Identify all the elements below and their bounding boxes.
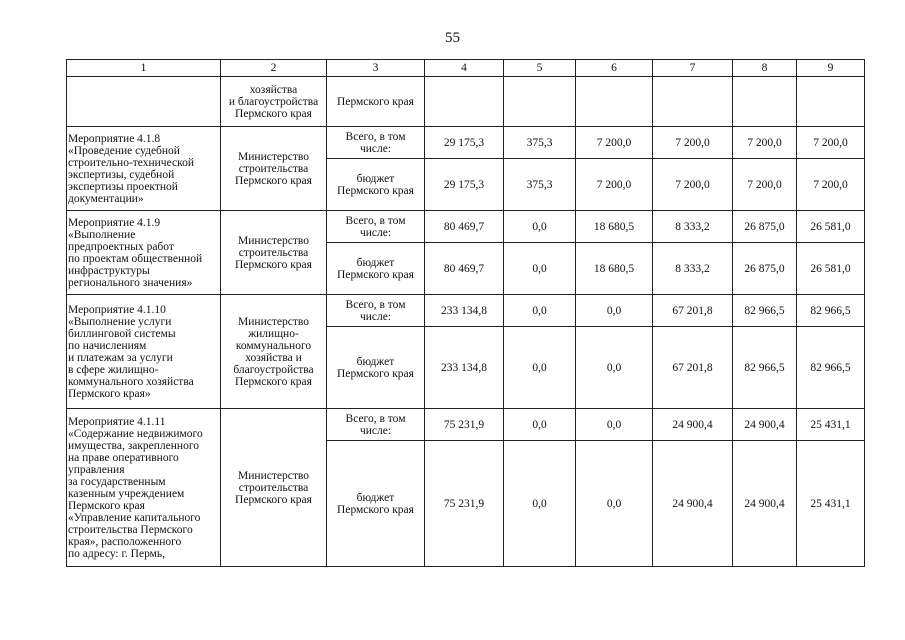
value-cell: 80 469,7 xyxy=(425,211,504,243)
responsible-line: Министерство xyxy=(238,315,309,328)
measure-line: Мероприятие 4.1.8 xyxy=(68,132,161,145)
column-header: 9 xyxy=(797,60,865,77)
value-cell: 26 875,0 xyxy=(733,211,797,243)
responsible-line: строительства xyxy=(238,481,309,494)
source-line: Всего, в том xyxy=(345,214,406,227)
responsible-line: строительства xyxy=(238,162,309,175)
column-header: 7 xyxy=(653,60,733,77)
value-cell: 26 581,0 xyxy=(797,243,865,295)
responsible-line: Пермского края xyxy=(235,107,312,120)
responsible-line: жилищно- xyxy=(248,327,299,340)
source-line: Всего, в том xyxy=(345,298,406,311)
value-cell: 0,0 xyxy=(504,243,576,295)
continuation-row xyxy=(67,77,865,127)
measure-total-row xyxy=(67,127,865,159)
value-cell: 8 333,2 xyxy=(653,243,733,295)
source-line: числе: xyxy=(359,142,392,155)
total-label-cell xyxy=(327,211,425,243)
value-cell: 29 175,3 xyxy=(425,159,504,211)
total-label-cell xyxy=(327,127,425,159)
value-cell: 375,3 xyxy=(504,127,576,159)
source-line: Всего, в том xyxy=(345,130,406,143)
budget-label-cell xyxy=(327,327,425,409)
measure-line: «Выполнение xyxy=(68,228,136,241)
responsible-line: Пермского края xyxy=(235,174,312,187)
measure-line: казенным учреждением xyxy=(68,487,185,500)
value-cell: 0,0 xyxy=(576,409,653,441)
source-line: Пермского края xyxy=(337,95,414,108)
value-cell: 375,3 xyxy=(504,159,576,211)
responsible-line: строительства xyxy=(238,246,309,259)
value-cell: 0,0 xyxy=(504,211,576,243)
responsible-cell xyxy=(221,77,327,127)
responsible-line: Министерство xyxy=(238,234,309,247)
measure-line: строительно-технической xyxy=(68,156,194,169)
value-cell: 0,0 xyxy=(504,327,576,409)
source-line: бюджет xyxy=(356,491,395,504)
value-cell xyxy=(653,77,733,127)
measure-line: регионального значения» xyxy=(68,276,193,289)
measure-line: инфраструктуры xyxy=(68,264,150,277)
value-cell: 18 680,5 xyxy=(576,211,653,243)
measure-line: Пермского края» xyxy=(68,387,151,400)
responsible-line: благоустройства xyxy=(233,363,314,376)
value-cell: 233 134,8 xyxy=(425,327,504,409)
value-cell xyxy=(576,77,653,127)
column-header: 8 xyxy=(733,60,797,77)
value-cell: 8 333,2 xyxy=(653,211,733,243)
measure-line: «Выполнение услуги xyxy=(68,315,172,328)
source-line: бюджет xyxy=(356,355,395,368)
value-cell: 67 201,8 xyxy=(653,327,733,409)
value-cell: 26 581,0 xyxy=(797,211,865,243)
value-cell: 0,0 xyxy=(576,441,653,567)
responsible-cell xyxy=(221,409,327,567)
measure-line: «Управление капитального xyxy=(68,511,201,524)
value-cell: 82 966,5 xyxy=(797,295,865,327)
measure-cell xyxy=(67,127,221,211)
measure-line: Пермского края xyxy=(68,499,145,512)
measure-line: имущества, закрепленного xyxy=(68,439,200,452)
value-cell: 24 900,4 xyxy=(653,441,733,567)
value-cell: 75 231,9 xyxy=(425,441,504,567)
source-cell xyxy=(327,77,425,127)
value-cell: 0,0 xyxy=(576,295,653,327)
value-cell xyxy=(504,77,576,127)
budget-table xyxy=(66,59,865,567)
value-cell: 24 900,4 xyxy=(733,441,797,567)
source-line: Пермского края xyxy=(337,367,414,380)
value-cell: 67 201,8 xyxy=(653,295,733,327)
responsible-line: хозяйства xyxy=(249,83,298,96)
responsible-cell xyxy=(221,295,327,409)
value-cell xyxy=(733,77,797,127)
total-label-cell xyxy=(327,295,425,327)
responsible-cell xyxy=(221,127,327,211)
measure-line: края», расположенного xyxy=(68,535,182,548)
responsible-line: хозяйства и xyxy=(245,351,302,364)
measure-line: биллинговой системы xyxy=(68,327,176,340)
column-header: 3 xyxy=(327,60,425,77)
value-cell: 0,0 xyxy=(504,295,576,327)
measure-cell xyxy=(67,409,221,567)
measure-line: по начислениям xyxy=(68,339,147,352)
value-cell: 0,0 xyxy=(576,327,653,409)
source-line: Пермского края xyxy=(337,268,414,281)
measure-line: документации» xyxy=(68,192,144,205)
responsible-line: Пермского края xyxy=(235,258,312,271)
value-cell: 0,0 xyxy=(504,409,576,441)
measure-total-row xyxy=(67,211,865,243)
responsible-line: Пермского края xyxy=(235,375,312,388)
budget-label-cell xyxy=(327,441,425,567)
value-cell: 29 175,3 xyxy=(425,127,504,159)
value-cell: 25 431,1 xyxy=(797,441,865,567)
column-number-row xyxy=(67,60,865,77)
measure-line: экспертизы проектной xyxy=(68,180,178,193)
responsible-line: Пермского края xyxy=(235,493,312,506)
value-cell: 233 134,8 xyxy=(425,295,504,327)
total-label-cell xyxy=(327,409,425,441)
source-line: Пермского края xyxy=(337,503,414,516)
source-line: числе: xyxy=(359,226,392,239)
value-cell: 82 966,5 xyxy=(797,327,865,409)
measure-total-row xyxy=(67,409,865,441)
measure-line: по адресу: г. Пермь, xyxy=(68,547,166,560)
column-header: 1 xyxy=(67,60,221,77)
value-cell: 7 200,0 xyxy=(733,127,797,159)
value-cell: 7 200,0 xyxy=(653,159,733,211)
source-line: бюджет xyxy=(356,172,395,185)
measure-cell xyxy=(67,77,221,127)
source-line: числе: xyxy=(359,424,392,437)
measure-cell xyxy=(67,211,221,295)
measure-line: предпроектных работ xyxy=(68,240,174,253)
responsible-cell xyxy=(221,211,327,295)
source-line: бюджет xyxy=(356,256,395,269)
measure-total-row xyxy=(67,295,865,327)
value-cell: 0,0 xyxy=(504,441,576,567)
measure-line: и платежам за услуги xyxy=(68,351,173,364)
measure-line: экспертизы, судебной xyxy=(68,168,175,181)
responsible-line: Министерство xyxy=(238,150,309,163)
column-header: 4 xyxy=(425,60,504,77)
page-number: 55 xyxy=(445,30,460,46)
value-cell: 24 900,4 xyxy=(733,409,797,441)
measure-line: Мероприятие 4.1.10 xyxy=(68,303,166,316)
responsible-line: коммунального xyxy=(235,339,312,352)
column-header: 6 xyxy=(576,60,653,77)
value-cell: 26 875,0 xyxy=(733,243,797,295)
value-cell: 25 431,1 xyxy=(797,409,865,441)
value-cell: 82 966,5 xyxy=(733,327,797,409)
value-cell xyxy=(797,77,865,127)
source-line: числе: xyxy=(359,310,392,323)
measure-line: коммунального хозяйства xyxy=(68,375,194,388)
column-header: 2 xyxy=(221,60,327,77)
value-cell: 80 469,7 xyxy=(425,243,504,295)
budget-label-cell xyxy=(327,243,425,295)
value-cell xyxy=(425,77,504,127)
measure-line: на праве оперативного xyxy=(68,451,179,464)
value-cell: 7 200,0 xyxy=(653,127,733,159)
value-cell: 7 200,0 xyxy=(797,159,865,211)
measure-line: «Проведение судебной xyxy=(68,144,180,157)
measure-line: управления xyxy=(68,463,125,476)
value-cell: 7 200,0 xyxy=(576,159,653,211)
source-line: Пермского края xyxy=(337,184,414,197)
measure-line: в сфере жилищно- xyxy=(68,363,159,376)
measure-line: по проектам общественной xyxy=(68,252,203,265)
value-cell: 7 200,0 xyxy=(797,127,865,159)
measure-cell xyxy=(67,295,221,409)
value-cell: 24 900,4 xyxy=(653,409,733,441)
column-header: 5 xyxy=(504,60,576,77)
value-cell: 7 200,0 xyxy=(733,159,797,211)
measure-line: Мероприятие 4.1.9 xyxy=(68,216,161,229)
measure-line: за государственным xyxy=(68,475,166,488)
measure-line: Мероприятие 4.1.11 xyxy=(68,415,166,428)
value-cell: 7 200,0 xyxy=(576,127,653,159)
source-line: Всего, в том xyxy=(345,412,406,425)
measure-line: «Содержание недвижимого xyxy=(68,427,203,440)
responsible-line: и благоустройства xyxy=(228,95,319,108)
value-cell: 75 231,9 xyxy=(425,409,504,441)
value-cell: 82 966,5 xyxy=(733,295,797,327)
budget-label-cell xyxy=(327,159,425,211)
measure-line: строительства Пермского xyxy=(68,523,193,536)
value-cell: 18 680,5 xyxy=(576,243,653,295)
responsible-line: Министерство xyxy=(238,469,309,482)
